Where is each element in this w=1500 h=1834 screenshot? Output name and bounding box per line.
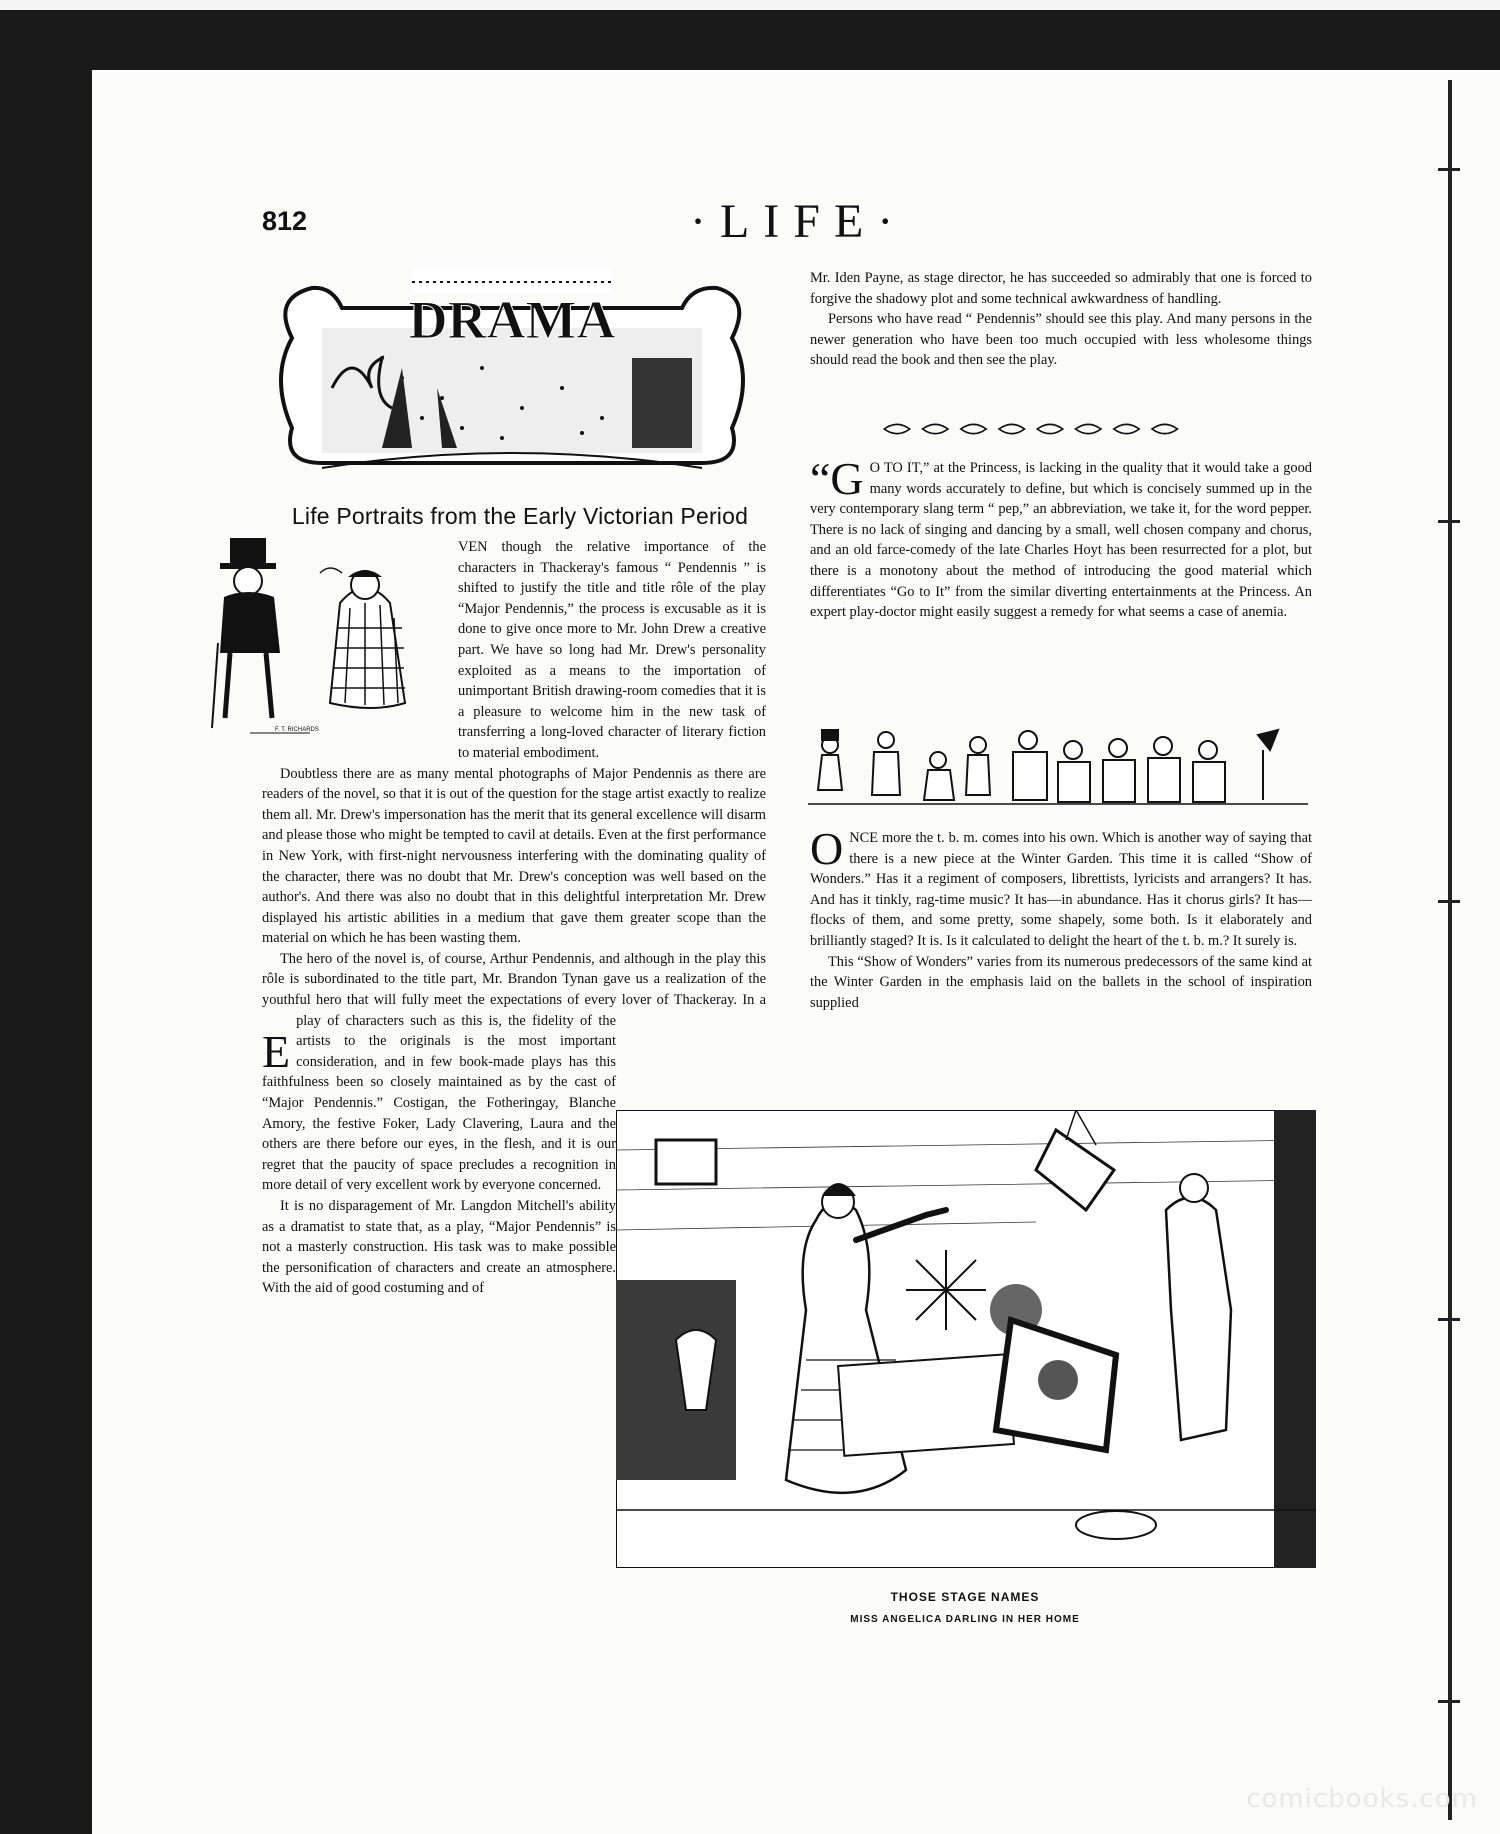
page-number: 812 [262,206,308,236]
left-para2: Doubtless there are as many mental photographs of Major Pendennis as there are readers of the novel, so that it is out of the question for the stage artist exactly to realize them all. Mr. Drew's impersonation has the merit that its general excellence will disarm and please those who might be tempted to cavil at details. Even at the first performance in New York, with first-night nervousness interfering with the dominating quality of the character, there was no doubt that Mr. Drew's conception was well based on the author's. And there was also no doubt that in this delightful interpretation Mr. Drew displayed his artistic abilities in a medium that gave them greater scope than the material on which he has been wasting them. [262,765,766,947]
go-to-it-text: O TO IT,” at the Princess, is lacking in the quality that it would take a good many words accurately to define, but which is concisely summed up in the very contemporary slang term “ pep,” an abbreviation, we take it, for the word pepper. There is no lack of singing and dancing by a small, well chosen company and chorus, and an old farce-comedy of the late Charles Hoyt has been resurrected for a plot, but there is a monotony about the method of introducing the good material which differentiates “Go to It” from the similar diverting entertainments at the Princess. An expert play-doctor might easily suggest a remedy for what seems a case of anemia. [810,460,1312,621]
stage-names-cartoon [616,1110,1316,1568]
cartoon-title: THOSE STAGE NAMES [890,1590,1040,1604]
right-para-2: Persons who have read “ Pendennis” should see this play. And many persons in the newer generation who have been too much occupied with less wholesome things should read the book and then see the play. [810,311,1312,369]
caricature-strip-illustration [808,720,1308,810]
show-of-wonders-para-2: This “Show of Wonders” varies from its numerous predecessors of the same kind at the Winter Garden in the emphasis laid on the ballets in the school of inspiration supplied [810,953,1312,1011]
edge-tick [1438,520,1460,523]
go-to-it-review [810,453,1312,623]
left-para3: The hero of the novel is, of course, Arthur Pendennis, and although in the play this rôle is subordinated to the title part, Mr. Brandon Tynan gave us a realization of the youthful hero that will fully meet the expectations of every lover of Thackeray. In a play of characters such as this is, the fidelity of the artists to the originals is the most important consideration, and in few book-made plays has this faithfulness been so closely maintained as by the cast of “Major Pendennis.” Costigan, the Fotheringay, Blanche Amory, the festive Foker, Lady Clavering, Laura and the others are there before our eyes, in the flesh, and it is our regret that the paucity of space precludes a recognition in more detail of very excellent work by everyone concerned. [262,950,766,1194]
show-of-wonders-text: NCE more the t. b. m. comes into his own. Which is another way of saying that there is a new piece at the Winter Garden. This time it is called “Show of Wonders.” Has it a regiment of composers, librettists, lyricists and arrangers? It has. And has it tinkly, rag-time music? It has—in abundance. Has it chorus girls? It has—flocks of them, and some pretty, some shapely, some both. Is it elaborately and brilliantly staged? It is. Is it calculated to delight the heart of the t. b. m.? It surely is. [810,830,1312,949]
masthead: ·LIFE· [690,195,908,248]
drama-banner-title: DRAMA [408,290,616,350]
edge-tick [1438,1318,1460,1321]
illustration-space [262,537,458,743]
left-para4: It is no disparagement of Mr. Langdon Mitchell's ability as a dramatist to state that, as a play, “Major Pendennis” is not a masterly construction. His task was to make possible the personification of characters and create an atmosphere. With the aid of good costuming and of [262,1198,616,1297]
edge-tick [1438,900,1460,903]
dropcap-o: O [810,823,844,874]
right-para-1: Mr. Iden Payne, as stage director, he has succeeded so admirably that one is forced to forgive the shadowy plot and some technical awkwardness of handling. [810,270,1312,307]
watermark: comicbooks.com [1246,1784,1478,1814]
edge-tick [1438,168,1460,171]
edge-tick [1438,1700,1460,1703]
cartoon-subtitle: MISS ANGELICA DARLING IN HER HOME [850,1614,1080,1625]
section-title: Life Portraits from the Early Victorian Period [291,503,749,529]
top-strip [0,0,1500,10]
drama-banner-illustration [262,268,762,480]
dropcap-g: “G [810,453,864,504]
show-of-wonders-review [810,823,1312,1013]
hearts-ornament [880,418,1220,440]
right-column-top [810,268,1312,371]
binding-edge [1448,80,1452,1820]
illustration-credit: F. T. RICHARDS [275,727,319,733]
dropcap-e-flow: E [262,1026,291,1077]
intro-paragraph-text: E VEN though the relative importance of the characters in Thackeray's famous “ Pendennis ” is shifted to justify the title and title rôle of the play “Major Pendennis,” the process is excusable as it is done to give once more to Mr. John Drew a creative part. We have so long had Mr. Drew's personality exploited as a means to the importation of unimportant British drawing-room comedies that it is a pleasure to welcome him in the new task of transferring a long-loved character of literary fiction to material embodiment. [262,539,766,1077]
